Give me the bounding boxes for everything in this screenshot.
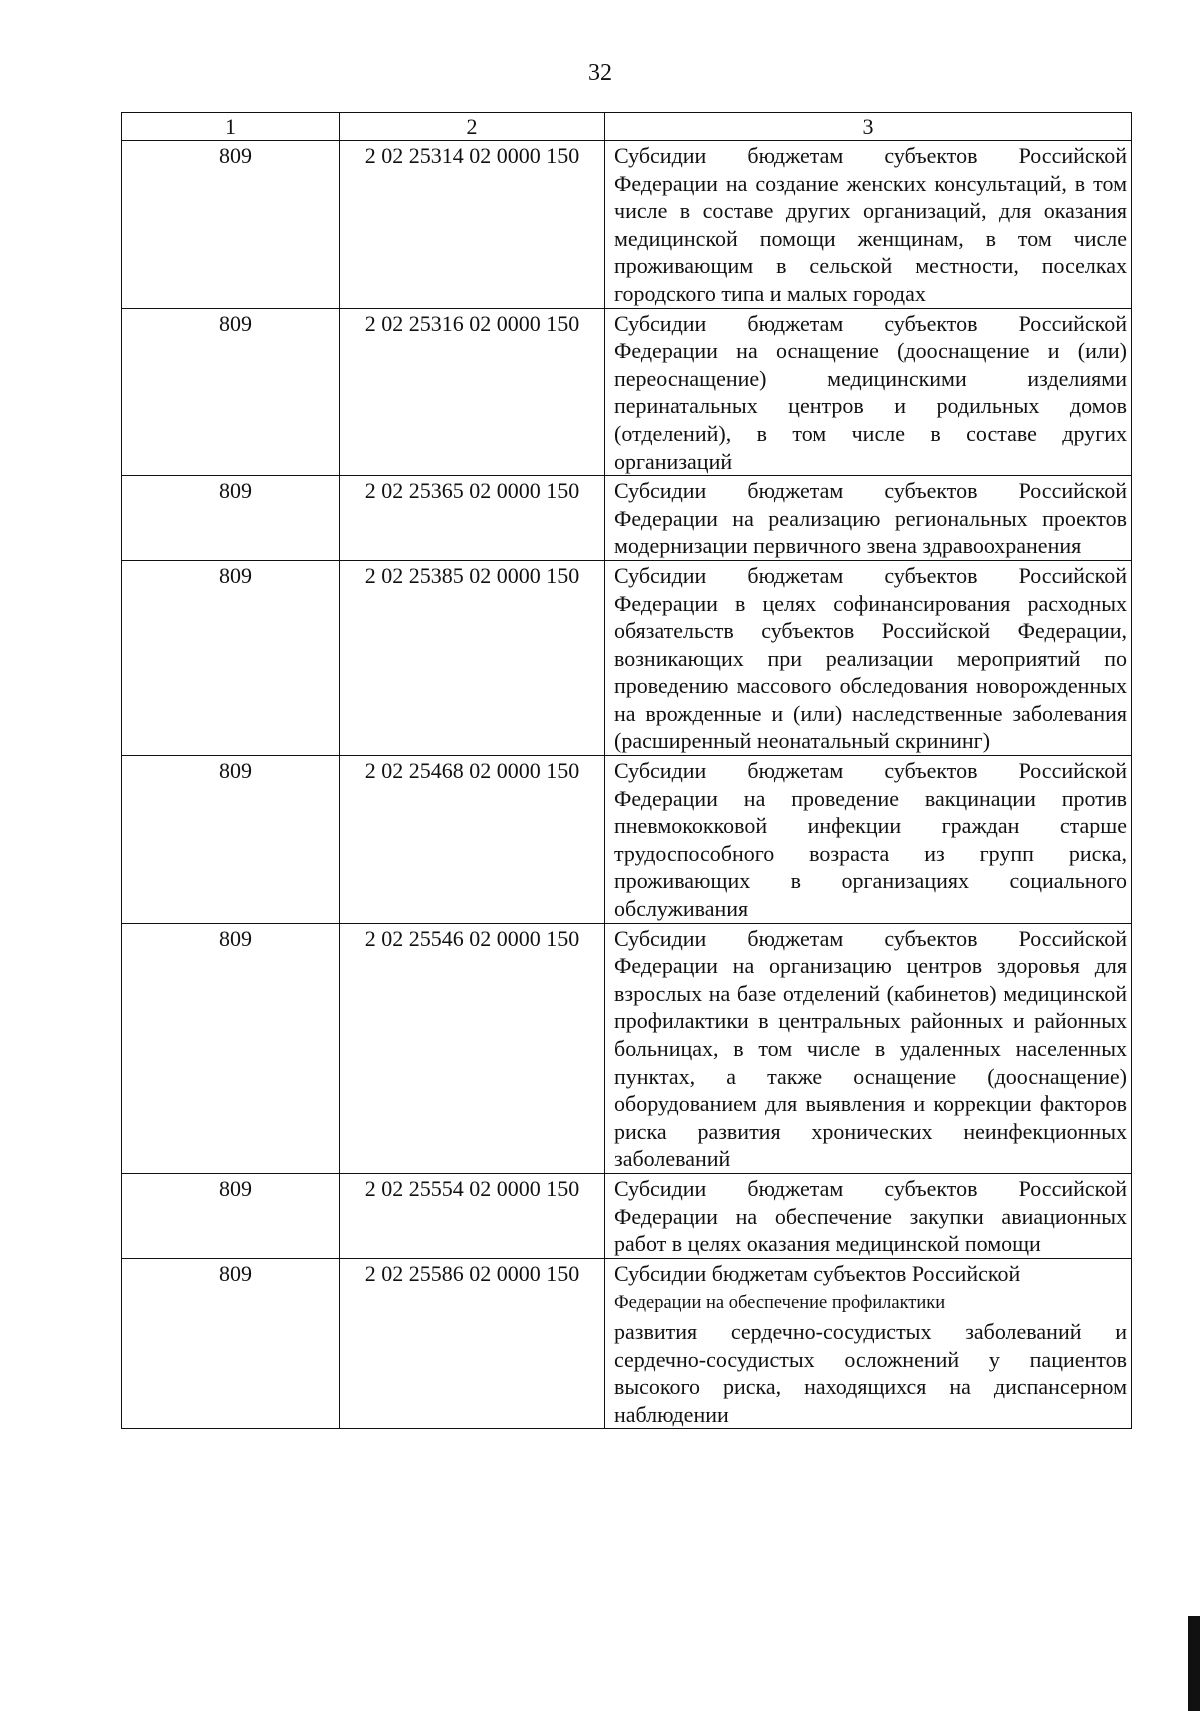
budget-code-cell: 2 02 25546 02 0000 150 xyxy=(340,923,605,1173)
admin-code-cell: 809 xyxy=(122,476,340,561)
column-header-3: 3 xyxy=(605,113,1132,141)
column-header-2: 2 xyxy=(340,113,605,141)
table-row xyxy=(122,560,1132,755)
description-cell: Субсидии бюджетам субъектов Российской Федерации на оснащение (дооснащение и (или) переоснащение) медицинскими изделиями перинатальных центров и родильных домов (отделений), в том числе в составе других организаций xyxy=(605,308,1132,476)
table-row xyxy=(122,756,1132,924)
budget-code-cell: 2 02 25554 02 0000 150 xyxy=(340,1173,605,1258)
admin-code-cell: 809 xyxy=(122,1173,340,1258)
admin-code-cell: 809 xyxy=(122,560,340,755)
description-small-line: Федерации на обеспечение профилактики xyxy=(614,1293,946,1314)
table-header-row xyxy=(122,113,1132,141)
page-number: 32 xyxy=(588,60,612,86)
budget-code-cell: 2 02 25586 02 0000 150 xyxy=(340,1258,605,1429)
budget-code-cell: 2 02 25385 02 0000 150 xyxy=(340,560,605,755)
admin-code-cell: 809 xyxy=(122,308,340,476)
table-row xyxy=(122,923,1132,1173)
admin-code-cell: 809 xyxy=(122,756,340,924)
description-line: развития сердечно-сосудистых заболеваний и сердечно-сосудистых осложнений у пациентов высокого риска, находящихся на диспансерном наблюдении xyxy=(614,1318,1127,1427)
description-cell: Субсидии бюджетам субъектов Российской Федерации в целях софинансирования расходных обязательств субъектов Российской Федерации, возникающих при реализации мероприятий по проведению массового обследования новорожденных на врожденные и (или) наследственные заболевания (расширенный неонатальный скрининг) xyxy=(605,560,1132,755)
table-row xyxy=(122,1173,1132,1258)
table-row xyxy=(122,1258,1132,1429)
budget-code-cell: 2 02 25365 02 0000 150 xyxy=(340,476,605,561)
table-row xyxy=(122,308,1132,476)
column-header-1: 1 xyxy=(122,113,340,141)
admin-code-cell: 809 xyxy=(122,1258,340,1429)
table-row xyxy=(122,141,1132,309)
description-cell: Субсидии бюджетам субъектов Российской Федерации на реализацию региональных проектов модернизации первичного звена здравоохранения xyxy=(605,476,1132,561)
description-cell xyxy=(605,1258,1132,1429)
budget-code-cell: 2 02 25314 02 0000 150 xyxy=(340,141,605,309)
description-cell: Субсидии бюджетам субъектов Российской Федерации на создание женских консультаций, в том числе в составе других организаций, для оказания медицинской помощи женщинам, в том числе проживающим в сельской местности, поселках городского типа и малых городах xyxy=(605,141,1132,309)
description-line: Субсидии бюджетам субъектов Российской xyxy=(614,1260,1021,1286)
table-row xyxy=(122,476,1132,561)
budget-code-table xyxy=(121,112,1132,1429)
description-cell: Субсидии бюджетам субъектов Российской Федерации на организацию центров здоровья для взрослых на базе отделений (кабинетов) медицинской профилактики в центральных районных и районных больницах, в том числе в удаленных населенных пунктах, а также оснащение (дооснащение) оборудованием для выявления и коррекции факторов риска развития хронических неинфекционных заболеваний xyxy=(605,923,1132,1173)
budget-code-cell: 2 02 25316 02 0000 150 xyxy=(340,308,605,476)
scan-edge-mark xyxy=(1188,1616,1200,1711)
admin-code-cell: 809 xyxy=(122,141,340,309)
description-cell: Субсидии бюджетам субъектов Российской Федерации на проведение вакцинации против пневмококковой инфекции граждан старше трудоспособного возраста из групп риска, проживающих в организациях социального обслуживания xyxy=(605,756,1132,924)
description-cell: Субсидии бюджетам субъектов Российской Федерации на обеспечение закупки авиационных работ в целях оказания медицинской помощи xyxy=(605,1173,1132,1258)
budget-code-cell: 2 02 25468 02 0000 150 xyxy=(340,756,605,924)
admin-code-cell: 809 xyxy=(122,923,340,1173)
